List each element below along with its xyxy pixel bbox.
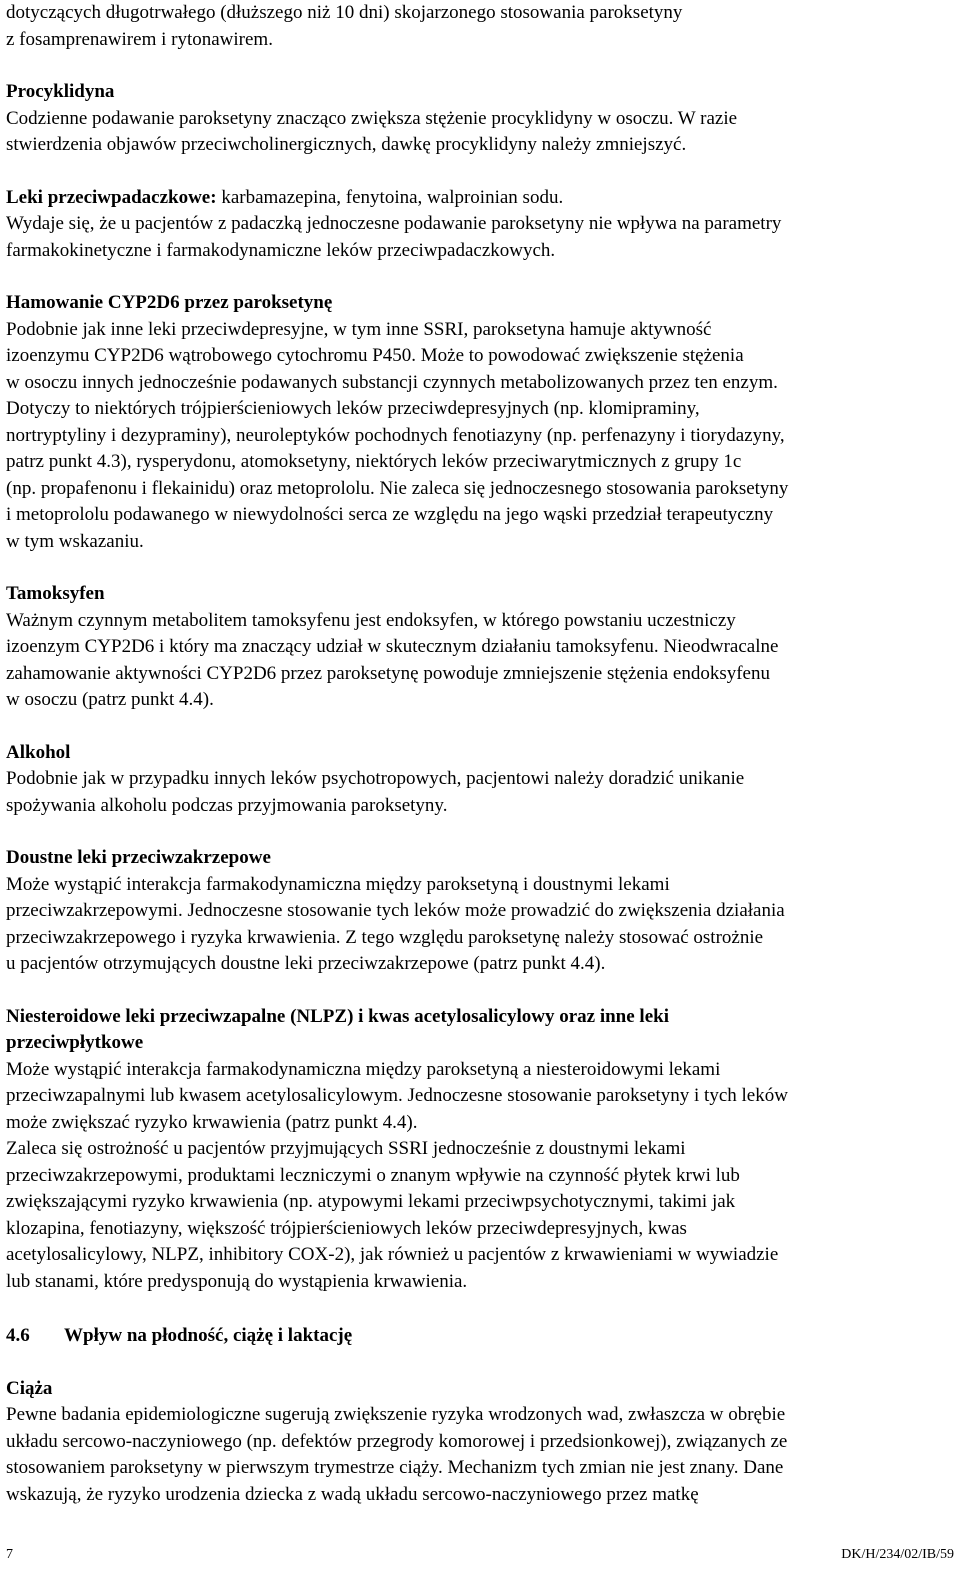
paragraph-line: wskazują, że ryzyko urodzenia dziecka z wadą układu sercowo-naczyniowego przez matkę [6,1483,699,1505]
intro-paragraph [6,0,954,53]
paragraph-line: i metoprololu podawanego w niewydolności serca ze względu na jego wąski przedział terapeutyczny [6,504,774,525]
paragraph-line: w tym wskazaniu. [6,530,144,552]
section-title-4-6 [6,1323,954,1350]
paragraph-line: Może wystąpić interakcja farmakodynamiczna między paroksetyną a niesteroidowymi lekami [6,1058,721,1080]
paragraph-line: zahamowanie aktywności CYP2D6 przez paroksetynę powoduje zmniejszenie stężenia endoksyfenu [6,662,770,684]
paragraph-line: Wydaje się, że u pacjentów z padaczką jednoczesne podawanie paroksetyny nie wpływa na parametry [6,213,782,234]
paragraph-line: przeciwzakrzepowymi, produktami leczniczymi o znanym wpływie na czynność płytek krwi lub [6,1164,740,1186]
paragraph-line: Podobnie jak inne leki przeciwdepresyjne, w tym inne SSRI, paroksetyna hamuje aktywność [6,318,712,340]
paragraph-line: układu sercowo-naczyniowego (np. defektów przegrody komorowej i przedsionkowej), związanych ze [6,1430,788,1452]
paragraph-line: spożywania alkoholu podczas przyjmowania paroksetyny. [6,794,448,816]
paragraph-line: Pewne badania epidemiologiczne sugerują zwiększenie ryzyka wrodzonych wad, zwłaszcza w obrębie [6,1404,786,1425]
paragraph-line: Codzienne podawanie paroksetyny znacząco zwiększa stężenie procyklidyny w osoczu. W razie [6,107,738,129]
alkohol-section [6,740,954,820]
section-title: Wpływ na płodność, ciążę i laktację [64,1325,353,1346]
page-footer [6,1546,954,1564]
intro-line: dotyczących długotrwałego (dłuższego niż 10 dni) skojarzonego stosowania paroksetyny [6,2,683,23]
heading-continuation: karbamazepina, fenytoina, walproinian sodu. [216,186,564,208]
paragraph-line: Może wystąpić interakcja farmakodynamiczna między paroksetyną i doustnymi lekami [6,873,670,895]
paragraph-line: przeciwzapalnymi lub kwasem acetylosalicylowym. Jednoczesne stosowanie paroksetyny i tych leków [6,1085,788,1106]
page-number: 7 [6,1547,13,1562]
paragraph-line: u pacjentów otrzymujących doustne leki przeciwzakrzepowe (patrz punkt 4.4). [6,953,606,974]
section-heading: Hamowanie CYP2D6 przez paroksetynę [6,292,333,313]
section-heading: Procyklidyna [6,81,115,102]
section-heading-line [6,185,954,212]
nsaid-section [6,1004,954,1296]
paragraph-line: w osoczu innych jednocześnie podawanych substancji czynnych metabolizowanych przez ten enzym. [6,371,778,393]
paragraph-line: może zwiększać ryzyko krwawienia (patrz punkt 4.4). [6,1111,418,1133]
paragraph-line: patrz punkt 4.3), rysperydonu, atomoksetyny, niektórych leków przeciwarytmicznych z grupy 1c [6,451,742,472]
section-heading: Ciąża [6,1377,53,1399]
paragraph-line: Ważnym czynnym metabolitem tamoksyfenu jest endoksyfen, w którego powstaniu uczestniczy [6,609,736,631]
section-heading: Tamoksyfen [6,583,105,604]
section-heading: Alkohol [6,741,71,763]
document-reference: DK/H/234/02/IB/59 [841,1547,954,1562]
paragraph-line: lub stanami, które predysponują do wystąpienia krwawienia. [6,1270,468,1292]
paragraph-line: zwiększającymi ryzyko krwawienia (np. atypowymi lekami przeciwpsychotycznymi, takimi jak [6,1191,736,1212]
intro-line: z fosamprenawirem i rytonawirem. [6,28,273,50]
paragraph-line: Zaleca się ostrożność u pacjentów przyjmujących SSRI jednocześnie z doustnymi lekami [6,1138,686,1159]
paragraph-line: acetylosalicylowy, NLPZ, inhibitory COX-2), jak również u pacjentów z krwawieniami w wywiadzie [6,1244,779,1265]
paragraph-line: przeciwzakrzepowymi. Jednoczesne stosowanie tych leków może prowadzić do zwiększenia działania [6,900,785,921]
paragraph-line: nortryptyliny i dezypraminy), neuroleptyków pochodnych fenotiazyny (np. perfenazyny i tiorydazyny, [6,424,785,446]
section-heading: Doustne leki przeciwzakrzepowe [6,847,271,868]
anticoagulants-section [6,845,954,978]
cyp2d6-section [6,290,954,555]
paragraph-line: Dotyczy to niektórych trójpierścieniowych leków przeciwdepresyjnych (np. klomipraminy, [6,398,700,419]
section-heading: Leki przeciwpadaczkowe: [6,186,217,208]
section-number: 4.6 [6,1325,30,1346]
paragraph-line: klozapina, fenotiazyny, większość trójpierścieniowych leków przeciwdepresyjnych, kwas [6,1217,687,1239]
section-heading: Niesteroidowe leki przeciwzapalne (NLPZ) i kwas acetylosalicylowy oraz inne leki [6,1005,669,1027]
procyklidyna-section [6,79,954,159]
paragraph-line: w osoczu (patrz punkt 4.4). [6,689,214,710]
section-heading: przeciwpłytkowe [6,1032,144,1053]
ciaza-section [6,1376,954,1509]
paragraph-line: farmakokinetyczne i farmakodynamiczne leków przeciwpadaczkowych. [6,239,556,261]
paragraph-line: Podobnie jak w przypadku innych leków psychotropowych, pacjentowi należy doradzić unikanie [6,768,745,789]
paragraph-line: stwierdzenia objawów przeciwcholinergicznych, dawkę procyklidyny należy zmniejszyć. [6,134,687,155]
paragraph-line: (np. propafenonu i flekainidu) oraz metoprololu. Nie zaleca się jednoczesnego stosowania paroksetyny [6,477,789,499]
paragraph-line: przeciwzakrzepowego i ryzyka krwawienia. Z tego względu paroksetynę należy stosować ostrożnie [6,926,764,948]
antiepileptic-section [6,185,954,265]
paragraph-line: stosowaniem paroksetyny w pierwszym trymestrze ciąży. Mechanizm tych zmian nie jest znany. Dane [6,1457,784,1478]
document-page [6,0,954,1508]
paragraph-line: izoenzym CYP2D6 i który ma znaczący udział w skutecznym działaniu tamoksyfenu. Nieodwracalne [6,636,779,657]
paragraph-line: izoenzymu CYP2D6 wątrobowego cytochromu P450. Może to powodować zwiększenie stężenia [6,345,744,366]
tamoksyfen-section [6,581,954,714]
